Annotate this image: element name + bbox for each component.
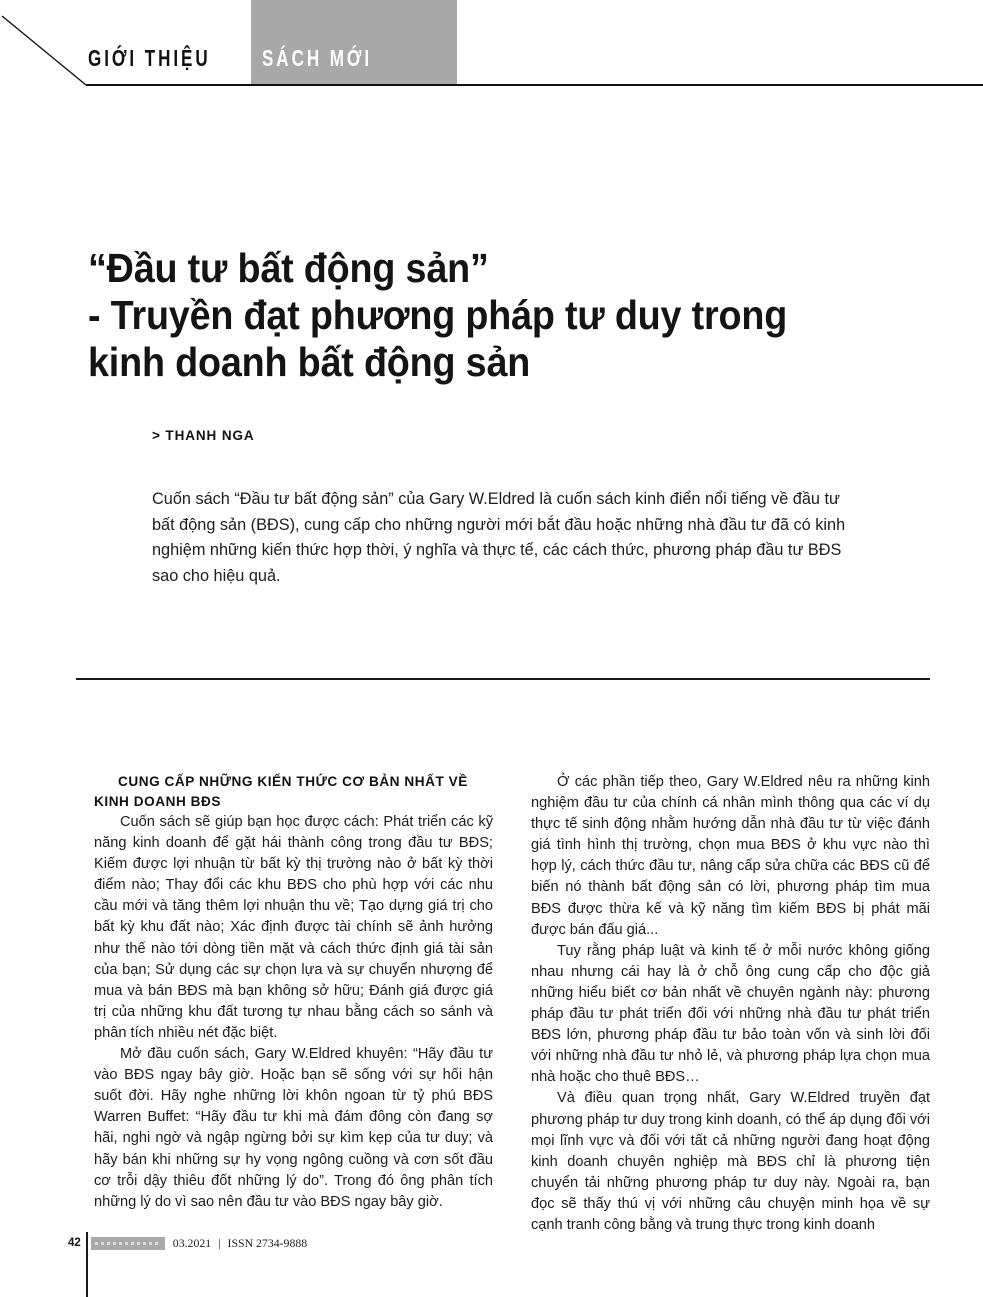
page-footer xyxy=(68,1228,568,1258)
body-column-left xyxy=(94,772,493,1210)
article-byline: > THANH NGA xyxy=(152,428,255,443)
article-lead-paragraph: Cuốn sách “Đầu tư bất động sản” của Gary W.Eldred là cuốn sách kinh điển nổi tiếng về đầu tư bất động sản (BĐS), cung cấp cho những người mới bắt đầu hoặc những nhà đầu tư đã có kinh nghiệm những kiến thức hợp thời, ý nghĩa và thực tế, các cách thức, phương pháp đầu tư BĐS sao cho hiệu quả. xyxy=(152,490,846,585)
masthead-grey-block xyxy=(251,0,457,85)
footer-issn: ISSN 2734-9888 xyxy=(227,1235,308,1250)
body-column-right xyxy=(531,772,930,1233)
article-body xyxy=(94,772,930,1233)
headline-line-1: “Đầu tư bất động sản” xyxy=(88,245,489,292)
section-divider-rule xyxy=(76,678,930,680)
masthead-banner xyxy=(0,0,983,92)
footer-issue-date: 03.2021 xyxy=(172,1235,212,1250)
body-paragraph: Tuy rằng pháp luật và kinh tế ở mỗi nước không giống nhau nhưng cái hay là ở chỗ ông cung cấp cho độc giả những hiểu biết cơ bản nhất về chuyên ngành này: phương pháp đầu tư phát triển đối với những nhà đầu tư phát triển BĐS lớn, phương pháp đầu tư bảo toàn vốn và sinh lời đối với những nhà đầu tư nhỏ lẻ, và phương pháp lựa chọn mua nhà hoặc cho thuê BĐS… xyxy=(531,942,930,1086)
article-headline xyxy=(88,245,815,386)
body-paragraph: Ở các phần tiếp theo, Gary W.Eldred nêu ra những kinh nghiệm đầu tư của chính cá nhân mình thông qua các ví dụ thực tế sinh động nhằm hướng dẫn nhà đầu tư từ việc đánh giá tình hình thị trường, chọn mua BĐS ở khu vực nào thì hợp lý, cách thức đầu tư, nâng cấp sửa chữa các BĐS cũ để biến nó thành bất động sản có lời, phương pháp tìm mua BĐS được thừa kế và kỹ năng tìm kiếm BĐS bị phát mãi được bán đấu giá... xyxy=(531,774,930,938)
body-paragraph: Cuốn sách sẽ giúp bạn học được cách: Phát triển các kỹ năng kinh doanh để gặt hái thành công trong đầu tư BĐS; Kiếm được lợi nhuận từ bất kỳ thị trường nào ở bất kỳ thời điểm nào; Thay đổi các khu BĐS cho phù hợp với các nhu cầu mới và tăng thêm lợi nhuận thu về; Tạo dựng giá trị cho bất kỳ khu đất nào; Xác định được tài chính sẽ ảnh hưởng như thế nào tới dòng tiền mặt và cách thức định giá tài sản của bạn; Sử dụng các sự chọn lựa và sự chuyển nhượng để mua và bán BĐS mà bạn không sở hữu; Đánh giá được giá trị của những khu đất tương tự nhau bằng cách so sánh và phân tích nhiều nét đặc biệt. xyxy=(94,814,493,1041)
masthead-kicker-primary: GIỚI THIỆU xyxy=(88,45,211,71)
masthead-horizontal-rule xyxy=(86,84,983,86)
headline-line-3: kinh doanh bất động sản xyxy=(88,339,531,386)
masthead-kicker-secondary: SÁCH MỚI xyxy=(262,45,373,71)
footer-page-number: 42 xyxy=(68,1237,81,1249)
footer-separator: | xyxy=(218,1235,221,1250)
headline-line-2: - Truyền đạt phương pháp tư duy trong xyxy=(88,292,788,339)
publication-logo-icon xyxy=(91,1237,165,1250)
body-paragraph: Và điều quan trọng nhất, Gary W.Eldred truyền đạt phương pháp tư duy trong kinh doanh, có thể áp dụng đối với mọi lĩnh vực và đối với tất cả những người đang hoạt động kinh doanh chuyên nghiệp mà BĐS chỉ là phương tiện chuyển tải những phương pháp tư duy này. Ngoài ra, bạn đọc sẽ thấy thú vị với những câu chuyện minh họa về sự cạnh tranh công bằng và trung thực trong kinh doanh xyxy=(531,1090,930,1233)
body-paragraph: Mở đầu cuốn sách, Gary W.Eldred khuyên: “Hãy đầu tư vào BĐS ngay bây giờ. Hoặc bạn sẽ sống với sự hối hận suốt đời. Hãy nghe những lời khôn ngoan từ tỷ phú BĐS Warren Buffet: “Hãy đầu tư khi mà đám đông còn đang sợ hãi, nghi ngờ và ngập ngừng bởi sự kìm kẹp của tư duy; và hãy bán khi những sự hy vọng ngông cuồng và cơn sốt đầu cơ trỗi dậy thiêu đốt những lý do”. Trong đó ông phân tích những lý do vì sao nên đầu tư vào BĐS ngay bây giờ. xyxy=(94,1046,493,1210)
section-subheading: CUNG CẤP NHỮNG KIẾN THỨC CƠ BẢN NHẤT VỀ KINH DOANH BĐS xyxy=(94,774,468,809)
